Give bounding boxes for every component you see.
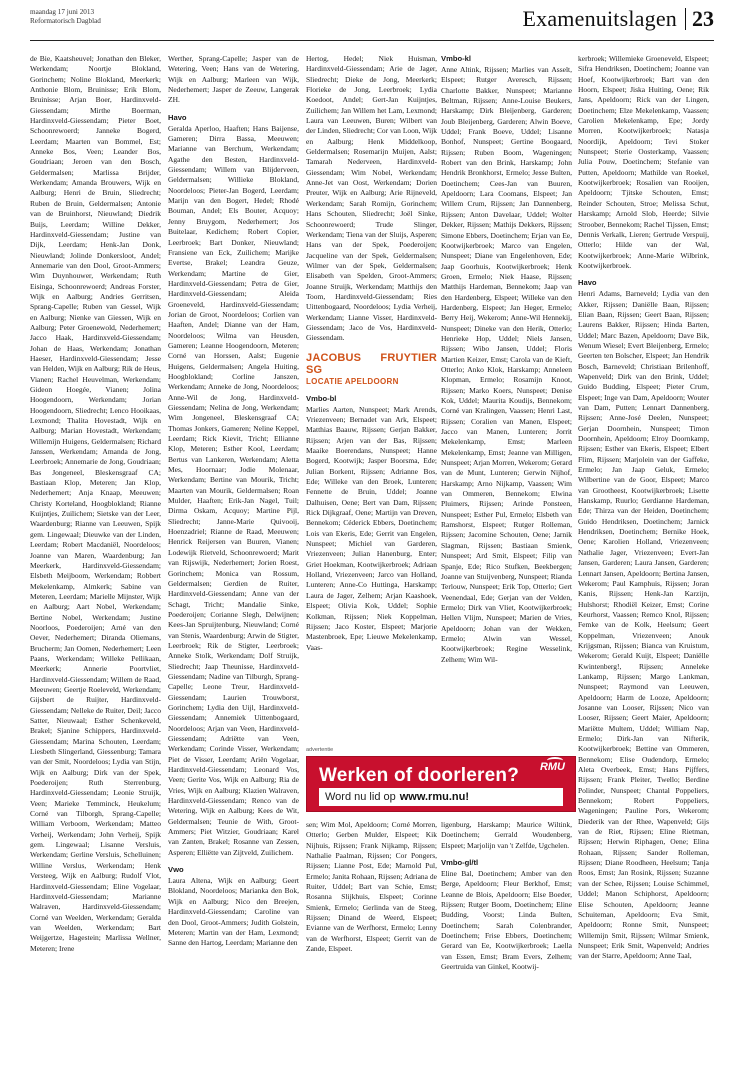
column-2 bbox=[168, 54, 299, 1054]
school-heading bbox=[306, 352, 437, 387]
column-5 bbox=[578, 54, 709, 1054]
ad-headline: Werken of doorleren? bbox=[319, 765, 520, 786]
ad-cta-bar[interactable] bbox=[319, 788, 563, 806]
level-heading: Vmbo-gl/tl bbox=[441, 858, 479, 868]
result-list: de Bie, Kaatsheuvel; Jonathan den Bleker, Werkendam; Noortje Blokland, Gorinchem; Noline Blokland, Meerkerk; Anthonie Blom, Bruinisse; Erik Blom, Bruinisse; Arjan Boer, Hardinxveld-Giessendam; Mirthe Boerman, Hardinxveld-Giessendam; Pieter Boet, Schoonrewoerd; Janneke Bogerd, Leerdam; Maarten van Bommel, Est; Anneke Bos, Veen; Leander Bos, Goudriaan; Jeroen van den Bosch, Geldermalsen; Marlissa Brijder, Werkendam; Amanda Brouwers, Wijk en Aalburg; Henri de Bruin, Sliedrecht; Ruben de Bruin, Geldermalsen; Antonie van de Bruinhorst, Nieuwland; Diedrik Buijs, Leerdam; Willine Dekker, Hardinxveld-Giessendam; Justine van Dijk, Leerdam; Henk-Jan Donk, Nieuwland; Jolinde Donkersloot, Andel; Annemarie van den Dool, Groot-Ammers; Wim Duynhouwer, Werkendam; Ruth Eisinga, Schoonrewoerd; Andreas Forster, Wijk en Aalburg; Andries Gerritsen, Sprang-Capelle; Ruben van Gessel, Wijk en Aalburg; Nienke van Giessen, Wijk en Aalburg; Peter Groenewold, Nederhemert; Jacco Haak, Hardinxveld-Giessendam; Johan de Haas, Werkendam; Jonathan Haeser, Hardinxveld-Giessendam; Jesse van Helden, Wijk en Aalburg; Rik de Heus, Vianen; Rachel Heuvelman, Werkendam; Gideon Hoegée, Vianen; Jolina Hoogendoorn, Werkendam; Jorian Hoogendoorn, Sliedrecht; Lenco Hooikaas, Lexmond; Thalita Hovestadt, Wijk en Aalburg; Marian Hovestadt, Werkendam; Willemijn Huigens, Geldermalsen; Richard Janssen, Werkendam; Amanda de Jong, Leerbroek; Annemarie de Jong, Goudriaan; Bas Jongeneel, Bleskensgraaf CA; Bastiaan Klop, Meteren; Jan Klop, Nederhemert; Anja Knaap, Meeuwen; Christy Korteland, Hoogblokland; Rianne Kuijntjes, Zuilichem; Sietske van der Leer, Waardenburg; Rianne van Leeuwen, Spijk gem. Lingewaal; Dieuwke van der Linden, Leerdam; Robert Macdaniël, Noordeloos; Joanne van Maren, Waardenburg; Jan Meerkerk, Hardinxveld-Giessendam; Elsbeth Meijboom, Werkendam; Robbert Mekelenkamp, Almkerk; Sabine van Meteren, Leerdam; Marielle Mijnster, Wijk en Aalburg; Aart Nobel, Werkendam; Bertine Nobel, Werkendam; Justine Noorloos, Poederoijen; Arné van den Oever, Nederhemert; Diranda Oliemans, Brucherm; Jan Oomen, Nederhemert; Leen Paans, Werkendam; Willeke Pellikaan, Meerkerk; Annerie Poortvliet, Hardinxveld-Giessendam; Willem de Raad, Meeuwen; Geertje Roeleveld, Werkendam; Gijsbert de Ruijter, Hardinxveld-Giessendam; Nelleke de Ruiter, Deil; Jacco Satter, Nieuwaal; Esther Schenkeveld, Brakel; Sjanine Schippers, Hardinxveld-Giessendam; Marina Schouten, Leerdam; Liesbeth Slingerland, Giessenburg; Tamara van der Smit, Noordeloos; Lydia van Stijn, Wijk en Aalburg; Dirk van der Spek, Poederoijen; Ruth Sterrenburg, Hardinxveld-Giessendam; Leonie Struijk, Veen; Marieke Temminck, Heukelum; Corné van Tilborgh, Sprang-Capelle; William Verboom, Werkendam; Matteo Verheij, Werkendam; John Verheij, Spijk gem. Lingewaal; Lisanne Versluis, Werkendam; Gerline Versluis, Schelluinen; Willine Verslus, Werkendam; Henk Versteeg, Wijk en Aalburg; Rudolf Vlot, Hardinxveld-Giessendam; Eline Vogelaar, Hardinxveld-Giessendam; Marianne Walraven, Hardinxveld-Giessendam; Corné van Weelden, Werkendam; Geralda van Weelden, Werkendam; Bart Weijgertze, Hagestein; Marlissa Wellner, Meteren; Irene bbox=[30, 54, 161, 953]
ad-url-link[interactable]: www.rmu.nu! bbox=[399, 791, 469, 803]
ad-label: advertentie bbox=[306, 747, 334, 753]
header-rule bbox=[30, 40, 714, 41]
school-location: LOCATIE APELDOORN bbox=[306, 376, 399, 386]
rmu-logo: RMU bbox=[539, 761, 565, 773]
result-list: Henri Adams, Barneveld; Lydia van den Akker, Rijssen; Daniëlle Baan, Rijssen; Elian Baan, Rijssen; Geert Baan, Rijssen; Laurens Bakker, Rijssen; Hinda Barten, Uddel; Marc Bazen, Apeldoorn; Dave Bik, Wenum Wiesel; Evert Bleijenberg, Ermelo; Geerten ten Bolscher, Elspeet; Jan Hendrik Bosch, Barneveld; Christiaan Brilenhoff, Wapenveld; Dirk van den Brink, Uddel; Guido Budding, Elspeet; Pieter Crum, Elspeet; Inge van Dam, Apeldoorn; Wouter van Dam, Putten; Lennart Dannenberg, Rijssen; Anne-José Deelen, Nunspeet; Gerjan Doornhein, Nunspeet; Timon Doornhein, Apeldoorn; Elroy Doornkamp, Rijssen; Esther van Ekeris, Elspeet; Elbert Flim, Rijssen; Marjolein van der Gaffeke, Ermelo; Jan Jaap Geluk, Ermelo; Wilbertine van de Goor, Elspeet; Marco van Grootheest, Kootwijkerbroek; Lisette Hanskamp, Ruurlo; Gerdianne Hardeman, Ede; Thirza van der Heiden, Doetinchem; Guido Hendriksen, Doetinchem; Jarnick Hendriksen, Doetinchem; Bernike Hoek, Oene; Karolien Holland, Vriezenveen; Nathalie Jager, Vriezenveen; Evert-Jan Jansen, Garderen; Laura Jansen, Garderen; Lennart Jansen, Apeldoorn; Bertina Jansen, Wekerom; Paul Kamphuis, Rijssen; Joran Kanis, Rijssen; Henk-Jan Karzijn, Hulshorst; Rhodiël Keizer, Emst; Corine Keurhorst, Vaassen; Remco Knol, Rijssen; Femke van de Kolk, Heelsum; Geert Koppelman, Vriezenveen; Anouk Krijgsman, Rijssen; Bianca van Kruistum, Wekerom; Gerald Kuijt, Elspeet; Daniëlle Kwintenberg!, Rijssen; Anneleke Lankamp, Rijssen; Margo Lankman, Nunspeet; Raymond van Leeuwen, Apeldoorn; Harm de Looze, Apeldoorn; Josanne van Looser, Rijssen; Nico van Looser, Rijssen; Geert Maier, Apeldoorn; Mariëtte Multem, Uddel; William Nap, Ermelo; Dirk-Jan van Nifterik, Kootwijkerbroek; Bettine van Ommeren, Bennekom; Elise Oudendorp, Ermelo; Aleta Overbeek, Emst; Hans Pijffers, Rijssen; Frank Pleiter, Twello; Berdine Polinder, Nunspeet; Chantal Poppeliers, Bennekom; Robert Poppeliers, Wageningen; Pauline Pors, Wekerom; Diederik van der Rhee, Wapenveld; Gijs van de Riet, Rijssen; Eline Rietman, Rijssen; Herwin Riphagen, Oene; Elina Rohaan, Rijssen; Sander Rolleman, Rijssen; Diane Roodheen, Heelsum; Tanja Roos, Emst; Jan Rosink, Rijssen; Suzanne van der Schee, Rijssen; Louise Schimmel, Uddel; Manon Schiphorst, Apeldoorn; Elise Schouten, Apeldoorn; Jeanne Schuiteman, Apeldoorn; Eva Smit, Apeldoorn; Ronne Smit, Nunspeet; Willemijn Smit, Rijssen; Wilmar Smienk, Nunspeet; Erik Smit, Wapenveld; Andries van der Starre, Apeldoorn; Anne Taal, bbox=[578, 289, 709, 961]
column-3 bbox=[306, 54, 437, 724]
masthead-right bbox=[522, 6, 714, 32]
level-heading: Vmbo-kl bbox=[441, 54, 471, 63]
result-list: ligenburg, Harskamp; Maurice Wiltink, Doetinchem; Gerrald Woudenberg, Elspeet; Marjolijn van 't Zelfde, Ugchelen. bbox=[441, 820, 572, 850]
level-heading: Havo bbox=[168, 112, 187, 122]
result-list: Anne Altink, Rijssen; Marlies van Asselt, Elspeet; Rutger Averesch, Rijssen; Charlotte Bakker, Nunspeet; Marianne Beltman, Rijssen; Anne-Louise Beukers, Harskamp; Dirk Bleijenberg, Garderen; Joub Bleijenberg, Garderen; Alwin Boeve, Uddel; Frank Boeve, Uddel; Lisanne Bonhof, Nunspeet; Gertine Boogaard, Rijssen; Ruben Boom, Wageningen; Robert van den Brink, Harskamp; John Hendrik Bronkhorst, Ermelo; Jesse Bulten, Doetinchem; Cees-Jan van Buuren, Apeldoorn; Lara Coomans, Elspeet; Jan Willem Crum, Rijssen; Jan Dannenberg, Rijssen; Anton Davelaar, Uddel; Wolter Dekker, Rijssen; Mathijs Dekkers, Rijssen; Simone Ebbers, Doetinchem; Erjan van Ee, Kootwijkerbroek; Marco van Engelen, Nunspeet; Diane van Engelenhoven, Ede; Jaap Goorhuis, Kootwijkerbroek; Henk Groen, Ermelo; Niek Haase, Rijssen; Matthijs Hardeman, Bennekom; Jaap van den Hardenberg, Elspeet; Willeke van den Hardenberg, Elspeet; Jan Heger, Ermelo; Berry Heij, Wekerom; Anne-Wil Hennekij, Nunspeet; Dineke van den Herik, Otterlo; Henrieke Hop, Uddel; Niels Jansen, Rijssen; Wibo Jansen, Uddel; Floris Martien Keizer, Emst; Carola van de Kieft, Otterlo; Anko Klok, Harskamp; Anneleen Klopman, Ermelo; Rosamijn Knoot, Rijssen; Marko Koers, Nunspeet; Denise Kok, Uddel; Maurita Koudijs, Bennekom; Corné van Kralingen, Vaassen; Henri Last, Rijssen; Coralien van Manen, Elspeet; Jacco van Manen, Lunteren; Jorrit Mekelenkamp, Emst; Marleen Mekelenkamp, Emst; Jeanne van Milligen, Nunspeet; Arjan Morren, Wekerom; Gerard van de Munt, Lunteren; Gerwin Nijhof, Harskamp; Arno Nijkamp, Vaassen; Wim van Ommeren, Bennekom; Elwina Pluimers, Rijssen; Arinde Ponsteen, Nunspeet; Esther Pul, Ermelo; Elsbeth van Ramshorst, Elspeet; Rutger Rolleman, Rijssen; Jacomine Schouten, Oene; Jarnik Slagman, Rijssen; Bastiaan Smienk, Nunspeet; Ard Smit, Elspeet; Filip van Spanje, Ede; Rico Stufken, Beekbergen; Joanne van Stuijvenberg, Nunspeet; Rianda Terlouw, Nunspeet; Erik Top, Otterlo; Gert Veenendaal, Ede; Gerjan van der Velden, Ermelo; Dirk van Vliet, Kootwijkerbroek; Hellen Vlijm, Nunspeet; Marien de Vries, Apeldoorn; Johan van der Wekken, Ermelo; Alwin van Wessel, Kootwijkerbroek; Regine Wesselink, Zelhem; Wim Wil- bbox=[441, 65, 572, 664]
result-list: Hertog, Hedel; Niek Huisman, Hardinxveld-Giessendam; Arie de Jager, Sliedrecht; Dieke de Jong, Meerkerk; Florieke de Jong, Leerbroek; Lydia Koedoot, Andel; Gert-Jan Kuijntjes, Zuilichem; Jan Willem het Lam, Lexmond; Laura van Leeuwen, Buren; Wilbert van der Linden, Sliedrecht; Cor van Loon, Wijk en Aalburg; Henk Middelkoop, Geldermalsen; Rosemarijn Muijen, Aalst; Tamarah Nederveen, Hardinxveld-Giessendam; Wim Nobel, Werkendam; Anne-Jet van Oost, Werkendam; Dorien Preuter, Wijk en Aalburg; Arie Rijneveld, Werkendam; Sarah Romijn, Gorinchem; Hans Schouten, Sliedrecht; Joël Sinke, Schoonrewoerd; Trude Slinger, Werkendam; Tiena van der Sluijs, Asperen; Hans van der Spek, Poederoijen; Jacqueline van der Spek, Geldermalsen; Wilmer van der Spek, Geldermalsen; Elisabeth van Spelden, Groot-Ammers; Joanne Struijk, Werkendam; Matthijs den Toom, Hardinxveld-Giessendam; Ries Uittenbogaard, Noordeloos; Lydia Verheij, Werkendam; Lianne Visser, Hardinxveld-Giessendam; Jaco de Vos, Hardinxveld-Giessendam. bbox=[306, 54, 437, 343]
column-4-continued bbox=[441, 820, 572, 1060]
level-heading: Havo bbox=[578, 278, 597, 288]
level-heading: Vwo bbox=[168, 865, 184, 875]
masthead-left bbox=[30, 8, 101, 26]
section-title: Examenuitslagen bbox=[522, 6, 677, 31]
level-heading: Vmbo-bl bbox=[306, 393, 337, 403]
result-list: Eline Bal, Doetinchem; Amber van den Berge, Apeldoorn; Fleur Berkhof, Emst; Leanne de Blois, Apeldoorn; Else Boeder, Rijssen; Rutger Boom, Doetinchem; Eline Budding, Voorst; Linda Bulten, Doetinchem; Sarah Colenbrander, Doetinchem; Frise Ebbers, Doetinchem; Gerard van Ee, Kootwijkerbroek; Laella van Essen, Emst; Bram Evers, Zelhem; Geertruida van Ginkel, Kootwij- bbox=[441, 869, 572, 972]
result-list: Werther, Sprang-Capelle; Jasper van de Wetering, Veen; Hans van de Wetering, Wijk en Aalburg; Marleen van Wijk, Nederhemert; Jasper de Zeeuw, Langerak ZH. bbox=[168, 54, 299, 105]
column-3-continued bbox=[306, 820, 437, 1060]
issue-date: maandag 17 juni 2013 bbox=[30, 8, 95, 16]
page-number: 23 bbox=[692, 6, 714, 31]
ad-subline: Word nu lid op bbox=[325, 791, 396, 803]
result-list: Marlies Aarten, Nunspeet; Mark Arends, Vriezenveen; Bernadet van Ark, Elspeet; Matthias Baauw, Rijssen; Gerjan Bakker, Rijssen; Arjen van der Bas, Rijssen; Maaike Boerendans, Nunspeet; Hanne Bogerd, Kootwijk; Jasper Boorsma, Ede; Julian Borkent, Rijssen; Adrianne Bos, Ede; Willeke van den Broek, Lunteren; Fennette de Bruin, Uddel; Joanne Dalhuisen, Oene; Bert van Dam, Rijssen; Rick Dijkgraaf, Oene; Martijn van Dreven, Bennekom; Céderick Ebbers, Doetinchem; Lois van Ekeris, Ede; Gerrit van Engelen, Nunspeet; Michiel van Garderen, Vriezenveen; Julian Hanenburg, Enter; Griet Hoekman, Kootwijkerbroek; Adriaan Holland, Vriezenveen; Jarco van Holland, Lunteren; Anne-Co Huttinga, Harskamp; Laura de Jager, Zelhem; Arjan Kaashoek, Elspeet; Olivia Kok, Uddel; Sophie Kolkman, Rijssen; Niek Koppelman, Rijssen; Jaco Koster, Elspeet; Marjorie Mastenbroek, Epe; Lieuwe Mekelenkamp, Vaas- bbox=[306, 404, 437, 652]
column-1 bbox=[30, 54, 161, 1054]
result-list: kerbroek; Willemieke Groeneveld, Elspeet; Sifra Hendriksen, Doetinchem; Joanne van Hoef, Kootwijkerbroek; Bart van den Hoorn, Elspeet; Jiska Huiting, Oene; Rik Jans, Apeldoorn; Rick van der Lingen, Doetinchem; Elze Mekelenkamp, Vaassen; Carolien Mekelenkamp, Epe; Jordy Morren, Kootwijkerbroek; Natasja Noordijk, Apeldoorn; Tevi Stoker Nunspeet; Sterie Oosterkamp, Vaassen; Julia Pouw, Doetinchem; Stefanie van Putten, Apeldoorn; Mathilde van Roekel, Kootwijkerbroek; Rosalien van Rooijen, Apeldoorn; Tjitske Schouten, Emst; Reinder Schouten, Stroe; Melissa Schut, Harskamp; Arnold Slob, Heerde; Silvie Stroober, Bennekom; Rachel Tijssen, Emst; Dennis Verkalk, Lieren; Gertrude Verspuij, Otterlo; Hilde van der Wal, Kootwijkerbroek; Anne-Marie Wilbrink, Kootwijkerbroek. bbox=[578, 54, 709, 270]
rmu-advertisement[interactable] bbox=[306, 756, 576, 812]
result-list: Geralda Aperloo, Haaften; Hans Baijense, Gameren; Dirra Bassa, Meeuwen; Marianne van Berchum, Werkendam; Agathe den Besten, Hardinxveld-Giessendam; Willem van Blijderveen, Geldermalsen; Willieke Blokland, Noordeloos; Pieter-Jan Bogerd, Leerdam; Marijn van den Bogert, Hedel; Rhodé Bouman, Andel; Els Bouter, Acquoy; Jenny Bruygom, Nederhemert; Jos Buitelaar, Kedichem; Robert Copier, Leerbroek; Bart Donker, Nieuwland; Fransiene van Eck, Zuilichem; Marijke Evertse, Brakel; Leandra Geuze, Werkendam; Martine de Gier, Hardinxveld-Giessendam; Petra de Gier, Hardinxveld-Giessendam; Aleida Groeneveld, Hardinxveld-Giessendam; Jorian de Groot, Noordeloos; Corlien van Haaften, Andel; Dianne van der Ham, Noordeloos; Wilma van Heusden, Gameren; Leanne Hoogendoorn, Meteren; Corné van Horssen, Aalst; Eugenie Huigens, Geldermalsen; Angela Huiting, Hoogblokland; Corline Janszen, Werkendam; Anneke de Jong, Noordeloos; Anne-Wil de Jong, Hardinxveld-Giessendam; Nelina de Jong, Werkendam; Wim Jongeneel, Bleskensgraaf CA; Thomas Jonkers, Gameren; Neline Keppel, Leerdam; Rick Kievit, Tricht; Ellianne Klop, Meteren; Esther Kool, Leerdam; Bertus van Lankeren, Werkendam; Aletta Mes, Hoornaar; Jodie Molenaar, Werkendam; Bertine van Mourik, Tricht; Maarten van Mourik, Geldermalsen; Roan Mulder, Haaften; Erik-Jan Nagel, Tuil; Dirma Oskam, Acquoy; Martine Pijl, Sliedrecht; Janne-Marie Quivooij, Hoenzadriel; Rianne de Raad, Meeuwen; Henrick Reijersen van Buuren, Vianen; Lodewijk Rietveld, Schoonrewoerd; Marit van Rijswijk, Nederhemert; Jorien Roest, Gorinchem; Monica van Rossum, Geldermalsen; Gerdien de Ruiter, Hardinxveld-Giessendam; Anne van der Schagt, Tricht; Mandalie Sinke, Poederoijen; Corianne Slegh, Delwijnen; Kees-Jan Spruijtenburg, Nieuwland; Corné van Stenis, Waardenburg; Arwin de Stigter, Leerbroek; Rik de Stigter, Leerbroek; Anneke Stolk, Werkendam; Dolf Struijk, Sliedrecht; Jaap Theunisse, Hardinxveld-Giessendam; Nadine van Tilburgh, Sprang-Capelle; Leone Treur, Hardinxveld-Giessendam; Laurien Trouwborst, Gorinchem; Lydia den Uijl, Hardinxveld-Giessendam; Annemiek Uittenbogaard, Noordeloos; Arjan van Veen, Hardinxveld-Giessendam; Adriëtte van Veen, Werkendam; Corinde Visser, Werkendam; Piet de Visser, Leerdam; Ariën Vogelaar, Hardinxveld-Giessendam; Leonard Vos, Veen; Gerite Vos, Wijk en Aalburg; Ria de Vries, Wijk en Aalburg; Klazien Walraven, Hardinxveld-Giessendam; Renco van de Wetering, Wijk en Aalburg; Kees de Wit, Geldermalsen; Teunie de With, Groot-Ammers; Piet Witzier, Goudriaan; Karel van Zanten, Brakel; Rosanne van Zessen, Asperen; Elliëtte van Zijtveld, Zuilichem. bbox=[168, 123, 299, 857]
result-list: Laura Altena, Wijk en Aalburg; Geert Blokland, Noordeloos; Marianka den Bok, Wijk en Aalburg; Nico den Breejen, Hardinxveld-Giessendam; Caroline van den Dool, Groot-Ammers; Judith Golstein, Meteren; Martin van der Ham, Lexmond; Sanne den Hartog, Leerdam; Marianne den bbox=[168, 876, 299, 948]
school-name: JACOBUS FRUYTIER SG bbox=[306, 351, 437, 376]
header-divider bbox=[685, 8, 686, 30]
publication-name: Reformatorisch Dagblad bbox=[30, 17, 101, 25]
result-list: sen; Wim Mol, Apeldoorn; Corné Morren, Otterlo; Gerben Mulder, Elspeet; Kik Nijhuis, Rijssen; Frank Nijkamp, Rijssen; Nathalie Paalman, Rijssen; Cor Pongers, Rijssen; Lianne Post, Ede; Marnold Pul, Ermelo; Janita Rohaan, Rijssen; Adriana de Ruiter, Uddel; Bart van Schie, Emst; Rosanna Slijkhuis, Elspeet; Corinne Smienk, Ermelo; Gerlinda van de Steeg, Rijssen; Dinand de Weerd, Elspeet; Evianne van de Werfhorst, Ermelo; Lenny van de Werfhorst, Elspeet; Gerrit van de Zande, Elspeet. bbox=[306, 820, 437, 954]
